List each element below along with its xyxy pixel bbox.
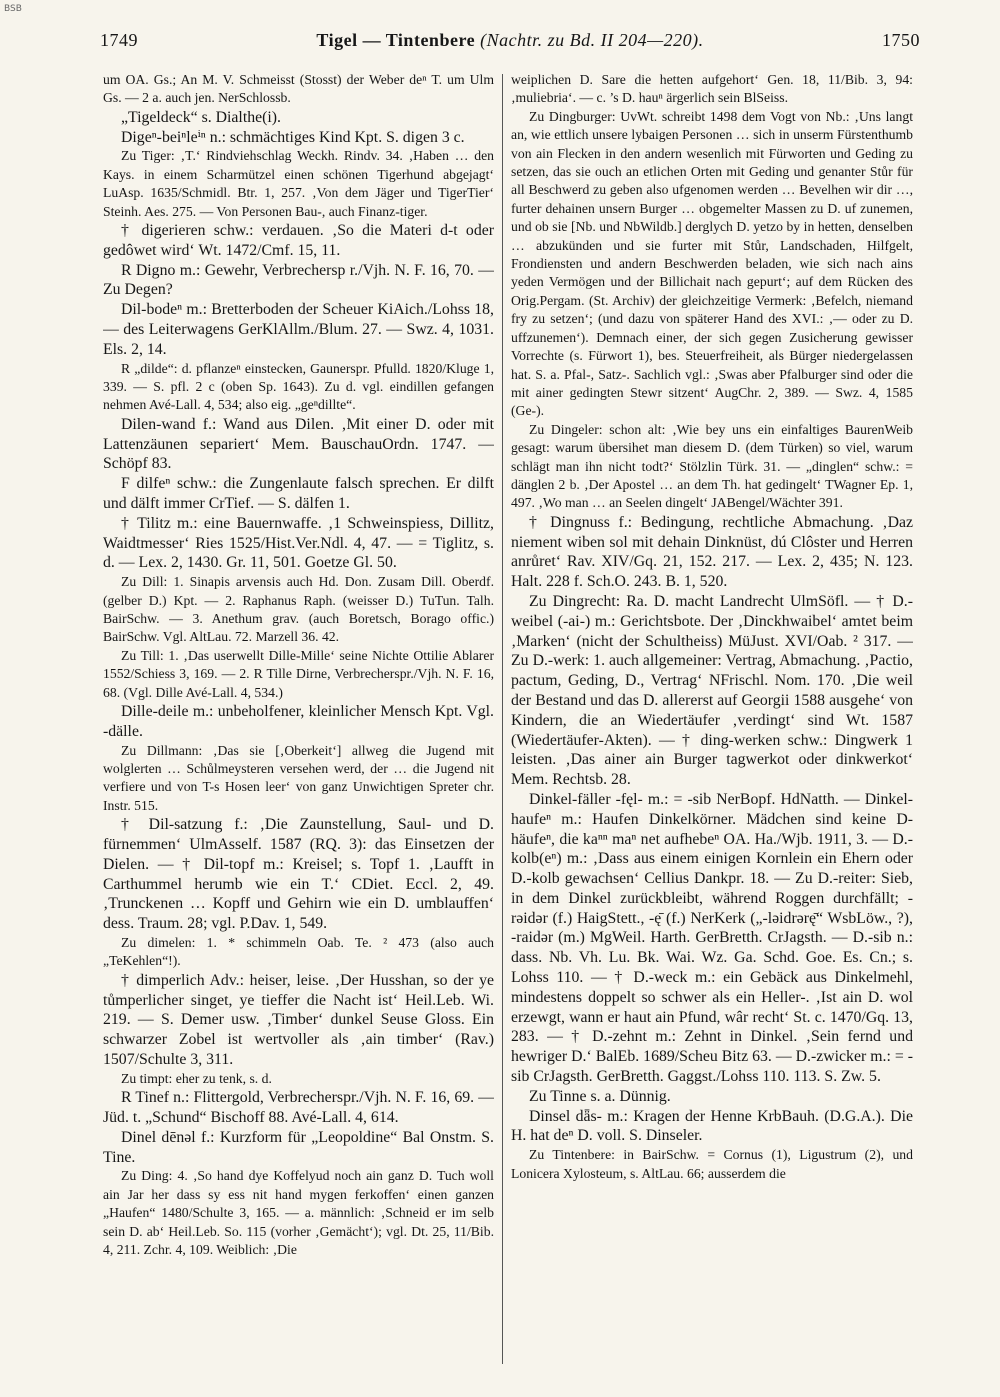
- page-number-left: 1749: [100, 30, 138, 50]
- dictionary-entry: R Digno m.: Gewehr, Verbrechersp r./Vjh. N. F. 16, 70. — Zu Degen?: [103, 261, 494, 299]
- page-number-right: 1750: [882, 30, 920, 50]
- dictionary-entry: Dinel dēnəl f.: Kurzform für „Leopoldine“ Bal Onstm. S. Tine.: [103, 1128, 494, 1166]
- dictionary-entry: Dilen-wand f.: Wand aus Dilen. ‚Mit einer D. oder mit Lattenzäunen separiert‘ Mem. BauschauOrdn. 1747. — Schöpf 83.: [103, 415, 494, 473]
- dictionary-entry: Zu Tiger: ‚T.‘ Rindviehschlag Weckh. Rindv. 34. ‚Haben … den Kays. in einem Scharmützel einen schönen Tigerhund abgejagt‘ LuAsp. 1635/Schmidl. Btr. 1, 257. ‚Von dem Jäger und TigerTier‘ Steinh. Aes. 275. — Von Personen Bau-, auch Finanz-tiger.: [103, 148, 494, 219]
- dictionary-entry: F dilfeⁿ schw.: die Zungenlaute falsch sprechen. Er dilft und dälft immer CrTief. — S. dälfen 1.: [103, 475, 494, 513]
- library-stamp: BSB: [4, 4, 22, 14]
- running-title-suffix: (Nachtr. zu Bd. II 204—220).: [480, 30, 704, 50]
- dictionary-entry: † Dingnuss f.: Bedingung, rechtliche Abmachung. ‚Daz niement wiben sol mit dehain Dinknüst, dú Clôster und Herren anrůret‘ Rav. XIV/Gq. 21, 152. 217. — Lex. 2, 435; N. 123. Halt. 228 f. Sch.O. 243. B. 1, 520.: [511, 513, 913, 591]
- dictionary-entry: Zu Till: 1. ‚Das userwellt Dille-Mille‘ seine Nichte Ottilie Ablarer 1552/Schiess 3, 169. — 2. R Tille Dirne, Verbrecherspr./Vjh. N. F. 16, 68. (Vgl. Dille Avé-Lall. 4, 534.): [103, 647, 494, 700]
- dictionary-entry: um OA. Gs.; An M. V. Schmeisst (Stosst) der Weber deⁿ T. um Ulm Gs. — 2 a. auch jen. NerSchlossb.: [103, 72, 494, 106]
- right-column: [511, 71, 913, 1371]
- left-column: [103, 71, 494, 1371]
- page-header: [100, 30, 920, 58]
- dictionary-entry: Zu Dingburger: UvWt. schreibt 1498 dem Vogt von Nb.: ‚Uns langt an, wie ettlich unsere lybaigen Personen … sich in unserm Fürstenthumb von ain Flecken in den andern wesenlich mit Fürworten und Geding zu setzen, das sie ouch an etlichen Orten mit Geding und genanter Stůr für all Beschwerd zu geben also ufgenomen werden … Bevelhen wir dir …, furter dehainen unsern Burger … obgemelter Massen zu D. uf zunemen, und ob sie [Nb. und NbWildb.] derglych D. yetzo by in hetten, denselben … abzukünden und sie furter mit Stůr, Landschaden, Hilfgelt, Frondiensten und andern Beschwerden beladen, wie sich nach ains yeden Vermögen und der Billichait nach gepurt‘; auf dem Rücken des Orig.Pergam. (St. Archiv) der gleichzeitige Vermerk: ‚Befelch, niemand fry zu setzen‘; (und dazu von späterer Hand des XVI.: ‚— oder zu D. uffzunemen‘). Demnach einer, der sich gegen Zusicherung gewisser Vorrechte (s. Fürwort 1), bes. Steuerfreiheit, als Bürger niedergelassen hat. S. a. Pfal-, Satz-. Sachlich vgl.: ‚Swas aber Pfalburger sind oder die mit ainer gedingten Stewr sitzent‘ AugChr. 2, 389. — Swz. 4, 1585 (Ge-).: [511, 108, 913, 419]
- dictionary-entry: Dinkel-fäller -fęl- m.: = -sib NerBopf. HdNatth. — Dinkel-haufeⁿ m.: Haufen Dinkelkörner. Mädchen sind keine D-häufeⁿ, die kaⁿⁿ maⁿ net aufhebeⁿ OA. Ha./Wjb. 1911, 3. — D.-kolb(eⁿ) m.: ‚Dass aus einem einigen Kornlein ein Ehern oder D.-kolb gewachsen‘ Cellius Dankpr. 18. — Zu D.-reiter: Sieb, in dem Dinkel zurückbleibt, während Roggen durchfällt; -rəidər (f.) HaigStett., -ę̄ (f.) NerKerk („-ləidrərę̄“ WsbLöw., ?), -raidər (m.) MgWeil. Harth. GerBretth. CrJagsth. — D.-sib n.: dass. Nb. Vh. Lu. Bk. Wai. Wz. Ga. Schd. Goe. Es. Cn.; s. Lohss 110. — † D.-weck m.: ein Gebäck aus Dinkelmehl, mindestens doppelt so schwer als ein Heller-. ‚Ist ain D. wol erzewgt, wann er haut ain Pfund, wâr recht‘ St. c. 1470/Gq. 13, 283. — † D.-zehnt m.: Zehnt in Dinkel. ‚Sein fernd und hewriger D.‘ BalEb. 1689/Scheu Bitz 63. — D.-zwicker m.: = -sib CrJagsth. GerBretth. Gaggst./Lohss 110. 113. S. Zw. 5.: [511, 790, 913, 1086]
- dictionary-entry: † Dil-satzung f.: ‚Die Zaunstellung, Saul- und D. fürnemmen‘ UlmAsself. 1587 (RQ. 3): das Einsetzen der Dielen. — † Dil-topf m.: Kreisel; s. Topf 1. ‚Laufft in Carthummel herumb wie ein T.‘ CDiet. Eccl. 2, 49. ‚Trunckenen … Kopff und Gehirn wie ein D. umblauffen‘ dess. Traum. 28; vgl. P.Dav. 1, 549.: [103, 816, 494, 933]
- dictionary-entry: „Tigeldeck“ s. Dialthe(i).: [121, 108, 281, 126]
- dictionary-entry: Zu Dingrecht: Ra. D. macht Landrecht UlmSöfl. — † D.-weibel (-ai-) m.: Gerichtsbote. Der ‚Dinckhwaibel‘ amtet beim ‚Marken‘ (nicht der Schultheiss) MüJust. XVI/Oab. ² 317. — Zu D.-werk: 1. auch allgemeiner: Vertrag, Abmachung. ‚Pactio, pactum, Geding, D., Vertrag‘ NFrischl. Nom. 170. ‚Die weil der Bestand und das D. allererst auf Georgii 1588 ausgehe‘ von Kindern, die an Wiedertäufer ‚verdingt‘ sind Wt. 1587 (Wiedertäufer-Akten). — † ding-werken schw.: Dingwerk 1 leisten. ‚Das ainer ain Burger tagwerkot oder dinkwerkot‘ Mem. Rechtsb. 28.: [511, 592, 913, 789]
- dictionary-entry: Zu Dill: 1. Sinapis arvensis auch Hd. Don. Zusam Dill. Oberdf. (gelber D.) Kpt. — 2. Raphanus Raph. (weisser D.) TuTun. Talh. BairSchw. — 3. Anethum grav. (auch Boretsch, Borago offic.) BairSchw. Vgl. AltLau. 72. Marzell 36. 42.: [103, 574, 494, 645]
- dictionary-entry: † digerieren schw.: verdauen. ‚So die Materi d-t oder gedôwet wird‘ Wt. 1472/Cmf. 15, 11.: [103, 222, 494, 259]
- dictionary-entry: Dil-bodeⁿ m.: Bretterboden der Scheuer KiAich./Lohss 18, — des Leiterwagens GerKlAllm./Blum. 27. — Swz. 4, 1031. Els. 2, 14.: [103, 301, 494, 358]
- dictionary-entry: † Tilitz m.: eine Bauernwaffe. ‚1 Schweinspiess, Dillitz, Waidtmesser‘ Ries 1525/Hist.Ver.Ndl. 4, 47. — = Tiglitz, s. d. — Lex. 2, 1430. Gr. 11, 501. Goetze Gl. 50.: [103, 514, 494, 572]
- running-title-main: Tigel — Tintenbere: [316, 30, 476, 50]
- running-title: [100, 30, 920, 51]
- dictionary-entry: Zu Ding: 4. ‚So hand dye Koffelyud noch ain ganz D. Tuch woll ain Jar her dass sy ess nit hand mygen ferkoffen‘ einen ganzen „Haufen“ 1480/Schulte 3, 165. — a. männlich: ‚Schneid er im selb sein D. ab‘ Heil.Leb. So. 115 (vorher ‚Gemächt‘); vgl. Dt. 25, 11/Bib. 4, 211. Zchr. 4, 109. Weiblich: ‚Die: [103, 1168, 494, 1258]
- dictionary-entry: Zu dimelen: 1. * schimmeln Oab. Te. ² 473 (also auch „TeKehlen“!).: [103, 935, 494, 969]
- dictionary-entry: † dimperlich Adv.: heiser, leise. ‚Der Husshan, so der ye tůmperlicher singet, ye tieffer die Nacht ist‘ Heil.Leb. Wi. 219. — S. Demer usw. ‚Timber‘ dunkel Seuse Gloss. Ein schwarzer Zobel ist wertvoller als ‚ain timber‘ (Rav.) 1507/Schulte 3, 311.: [103, 971, 494, 1069]
- dictionary-entry: R Tinef n.: Flittergold, Verbrecherspr./Vjh. N. F. 16, 69. — Jüd. t. „Schund“ Bischoff 88. Avé-Lall. 4, 614.: [103, 1089, 494, 1127]
- dictionary-entry: Zu Dillmann: ‚Das sie [‚Oberkeit‘] allweg die Jugend mit wolglerten … Schůlmeysteren versehen werd, der … die Jugend nit verfiere und von T-s Hosen leer‘ von ganz Unwichtigen Spreter chr. Instr. 515.: [103, 742, 494, 813]
- dictionary-entry: Dinsel dǟs- m.: Kragen der Henne KrbBauh. (D.G.A.). Die H. hat deⁿ D. voll. S. Dinseler.: [511, 1107, 913, 1145]
- dictionary-entry: Zu Tintenbere: in BairSchw. = Cornus (1), Ligustrum (2), und Lonicera Xylosteum, s. AltLau. 66; ausserdem die: [511, 1147, 913, 1181]
- dictionary-entry: Digeⁿ-beiⁿleⁱⁿ n.: schmächtiges Kind Kpt. S. digen 3 c.: [121, 128, 465, 146]
- dictionary-entry: Zu Dingeler: schon alt: ‚Wie bey uns ein einfaltiges BaurenWeib gesagt: warum übersihet man diesem D. (dem Türken) so viel, warum schlägt man ihn nicht todt?‘ Stölzlin Türk. 31. — „dinglen“ schw.: = dänglen 2 b. ‚Der Apostel … an dem Th. hat gedingelt‘ TWagner Ep. 1, 497. ‚Wo man … an Seelen dingelt‘ JABengel/Wächter 391.: [511, 421, 913, 511]
- column-divider: [502, 74, 503, 1364]
- dictionary-entry: weiplichen D. Sare die hetten aufgehort‘ Gen. 18, 11/Bib. 3, 94: ‚muliebria‘. — c. ’s D. hauⁿ ärgerlich sein BlSeiss.: [511, 72, 913, 106]
- dictionary-entry: Dille-deile m.: unbeholfener, kleinlicher Mensch Kpt. Vgl. -dälle.: [103, 703, 494, 740]
- dictionary-entry: R „dilde“: d. pflanzeⁿ einstecken, Gaunerspr. Pfulld. 1820/Kluge 1, 339. — S. pfl. 2 c (oben Sp. 1643). Zu d. vgl. eindillen gefangen nehmen Avé-Lall. 4, 534; also eig. „geⁿdillte“.: [103, 360, 494, 413]
- dictionary-entry: Zu Tinne s. a. Dünnig.: [529, 1087, 671, 1105]
- dictionary-entry: Zu timpt: eher zu tenk, s. d.: [121, 1070, 272, 1086]
